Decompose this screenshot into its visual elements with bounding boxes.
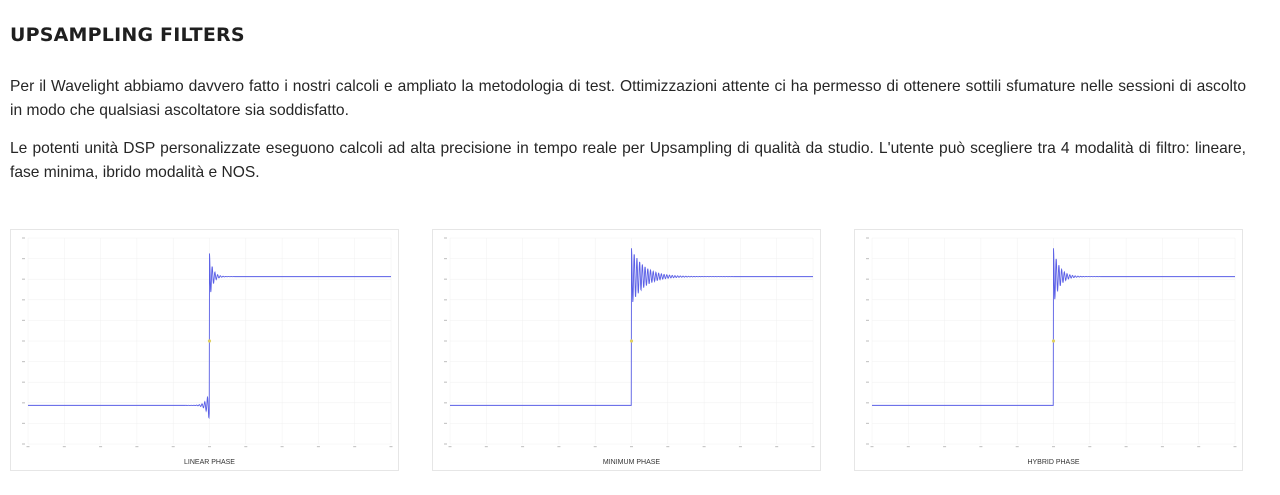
y-tick — [22, 402, 25, 403]
linear-phase-chart — [11, 230, 400, 472]
x-tick — [353, 446, 356, 447]
x-tick — [99, 446, 102, 447]
y-tick — [444, 382, 447, 383]
step-response-series — [28, 253, 391, 417]
x-tick — [594, 446, 597, 447]
chart-title: HYBRID PHASE — [1027, 459, 1080, 466]
chart-title: LINEAR PHASE — [184, 459, 235, 466]
y-tick — [444, 279, 447, 280]
x-tick — [630, 446, 633, 447]
y-tick — [22, 340, 25, 341]
x-tick — [739, 446, 742, 447]
y-tick — [866, 443, 869, 444]
hybrid-phase-chart — [855, 230, 1244, 472]
x-tick — [557, 446, 560, 447]
y-tick — [22, 443, 25, 444]
y-tick — [22, 361, 25, 362]
chart-card-minimum-phase — [432, 229, 821, 471]
midpoint-marker — [208, 339, 211, 342]
y-tick — [444, 402, 447, 403]
y-tick — [22, 279, 25, 280]
x-tick — [703, 446, 706, 447]
x-tick — [317, 446, 320, 447]
y-tick — [22, 320, 25, 321]
x-tick — [1161, 446, 1164, 447]
x-tick — [208, 446, 211, 447]
x-tick — [775, 446, 778, 447]
x-tick — [521, 446, 524, 447]
x-tick — [1052, 446, 1055, 447]
chart-title: MINIMUM PHASE — [602, 459, 661, 466]
y-tick — [22, 237, 25, 238]
y-tick — [866, 423, 869, 424]
y-tick — [22, 299, 25, 300]
x-tick — [943, 446, 946, 447]
x-tick — [390, 446, 393, 447]
x-tick — [812, 446, 815, 447]
x-tick — [666, 446, 669, 447]
y-tick — [22, 382, 25, 383]
y-tick — [444, 423, 447, 424]
intro-paragraph-2: Le potenti unità DSP personalizzate eseguono calcoli ad alta precisione in tempo reale per Upsampling di qualità da studio. L'utente può scegliere tra 4 modalità di filtro: lineare, fase minima, ibrido modalità e NOS. — [10, 140, 1246, 181]
y-tick — [444, 443, 447, 444]
y-tick — [444, 320, 447, 321]
y-tick — [444, 361, 447, 362]
step-response-series — [872, 248, 1235, 405]
chart-card-hybrid-phase — [854, 229, 1243, 471]
y-tick — [866, 402, 869, 403]
y-tick — [866, 382, 869, 383]
x-tick — [281, 446, 284, 447]
y-tick — [866, 237, 869, 238]
y-tick — [866, 279, 869, 280]
y-tick — [866, 320, 869, 321]
midpoint-marker — [630, 339, 633, 342]
x-tick — [907, 446, 910, 447]
x-tick — [1088, 446, 1091, 447]
step-response-series — [450, 248, 813, 405]
minimum-phase-chart — [433, 230, 822, 472]
y-tick — [866, 361, 869, 362]
x-tick — [1197, 446, 1200, 447]
x-tick — [485, 446, 488, 447]
y-tick — [444, 237, 447, 238]
intro-paragraph-1: Per il Wavelight abbiamo davvero fatto i nostri calcoli e ampliato la metodologia di test. Ottimizzazioni attente ci ha permesso di ottenere sottili sfumature nelle sessioni di ascolto in modo che qualsiasi ascoltatore sia soddisfatto. — [10, 78, 1246, 119]
midpoint-marker — [1052, 339, 1055, 342]
x-tick — [871, 446, 874, 447]
y-tick — [22, 258, 25, 259]
y-tick — [444, 340, 447, 341]
x-tick — [1125, 446, 1128, 447]
y-tick — [866, 340, 869, 341]
x-tick — [1016, 446, 1019, 447]
x-tick — [244, 446, 247, 447]
x-tick — [27, 446, 30, 447]
y-tick — [866, 299, 869, 300]
y-tick — [22, 423, 25, 424]
x-tick — [449, 446, 452, 447]
x-tick — [63, 446, 66, 447]
chart-card-linear-phase — [10, 229, 399, 471]
y-tick — [866, 258, 869, 259]
x-tick — [135, 446, 138, 447]
x-tick — [1234, 446, 1237, 447]
x-tick — [979, 446, 982, 447]
y-tick — [444, 299, 447, 300]
y-tick — [444, 258, 447, 259]
x-tick — [172, 446, 175, 447]
section-title: UPSAMPLING FILTERS — [10, 24, 245, 46]
